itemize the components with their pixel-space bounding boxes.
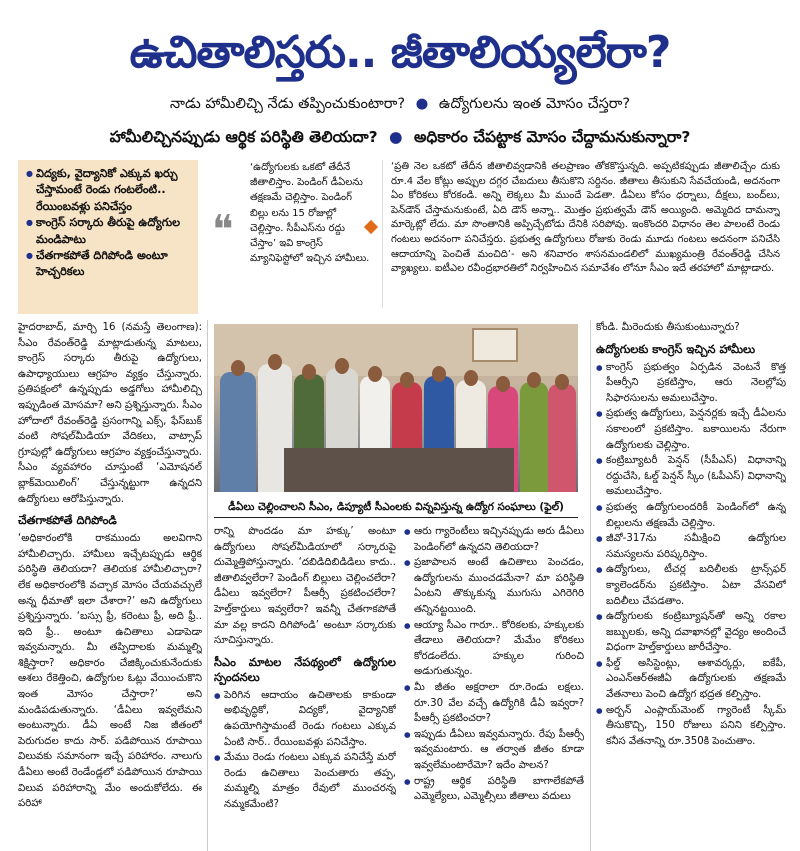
bullet-dot-icon: ● bbox=[389, 128, 403, 146]
list-item: ● ఉద్యోగులు, టీచర్ల బదిలీలకు ట్రాన్స్‌ఫర్ క్యాలెండర్‌ను ప్రకటిస్తాం. ఏటా వేసవిలో బదిలీలు చేపడతాం. bbox=[596, 562, 786, 609]
section-heading: సీఎం మాటల నేపథ్యంలో ఉద్యోగుల స్పందనలు bbox=[214, 654, 396, 684]
list-item: ● జీవో-317ను సమీక్షించి ఉద్యోగుల సమస్యలను పరిష్కరిస్తాం. bbox=[596, 531, 786, 562]
list-item: ● ఉద్యోగులకు కంట్రిబ్యూషన్‌తో అన్ని రకాల జబ్బులకు, అన్ని దవాఖానల్లో వైద్యం అందించే విధంగా హెల్త్‌కార్డులు జారీచేస్తాం. bbox=[596, 609, 786, 656]
list-item: ● ఆయ్యా సీఎం గారూ.. కోరికలకు, హక్కులకు తేడాలు తెలియదా? మేమేం కోరికలు కోరడంలేదు. హక్కుల గురించి అడుగుతున్నం. bbox=[404, 618, 584, 680]
highlight-item: ● కాంగ్రెస్ సర్కారు తీరుపై ఉద్యోగుల మండిపాటు bbox=[26, 215, 192, 248]
photo-head bbox=[555, 374, 569, 390]
list-item: ● కంట్రిబ్యూటరీ పెన్షన్ (సీపీఎస్) విధానాన్ని రద్దుచేసి, ఓల్డ్ పెన్షన్ స్కీం (ఓపీఎస్) విధానాన్ని అమలుచేస్తాం. bbox=[596, 453, 786, 500]
list-item: ● ఫీల్డ్ అసిస్టెంట్లు, ఆశావర్కర్లు, ఐకేపీ, ఎంఎన్ఆర్ఈజీఏ ఉద్యోగులకు తక్షణమే వేతనాలు పెంచి ఉద్యోగ భద్రత కల్పిస్తాం. bbox=[596, 656, 786, 703]
manifesto-quote bbox=[212, 160, 372, 310]
list-item: ● ప్రభుత్వ ఉద్యోగులందరికీ పెండింగ్‌లో ఉన్న బిల్లులను తక్షణమే చెల్లిస్తాం. bbox=[596, 500, 786, 531]
article-paragraph: ‘అధికారంలోకి రాకముందు అలవిగాని హామీలిచ్చారు. హామీలు ఇచ్చేటప్పుడు ఆర్థిక పరిస్థితి తెలియదా? తెలియక హామీలిచ్చారా? లేక అధికారంలోకి వచ్చాక మోసం చేయవచ్చులే అన్న ధీమాతో ఇలా చేశారా?’ అని ఉద్యోగులు ప్రశ్నిస్తున్నారు. ‘బస్సు ఫ్రీ, కరెంటు ఫ్రీ, అది ఫ్రీ.. ఇది ఫ్రీ.. అంటూ ఉచితాలు ఎడాపెడా ఇవ్వమన్నారు. మీ తప్పిదాలకు మమ్మల్ని శిక్షిస్తారా? అధికారం చేజిక్కించుకునేందుకు ఆశలు రేకెత్తించి, ఉద్యోగుల ఓట్లు వేయించుకొని ఇంత మోసం చేస్తారా?’ అని మండిపడుతున్నారు. ‘డీఏలు ఇవ్వలేమని అంటున్నారు. డీఏ అంటే నిజ జీతంలో పెరుగుదల కాదు సార్. పడిపోయిన రూపాయి విలువకు సమానంగా ఇచ్చే పరిహారం. నాలుగు డీఏలు అంటే రెండేండ్లలో పడిపోయిన రూపాయి విలువ పరిహారాన్ని మేం అందుకోలేదు. ఈ పరిహా bbox=[18, 533, 202, 810]
photo-frame bbox=[472, 328, 518, 362]
photo-head bbox=[231, 360, 245, 376]
highlight-item: ● విద్యకు, వైద్యానికో ఎక్కువ ఖర్చు చేస్తామంటే రెండు గంటలేంటి.. రేయింబవళ్లు పనిచేస్తం bbox=[26, 166, 192, 215]
section-heading: చేతగాకపోతే దిగిపోండి bbox=[18, 513, 117, 528]
article-paragraph: హైదరాబాద్, మార్చి 16 (నమస్తే తెలంగాణ): సీఎం రేవంత్‌రెడ్డి మాట్లాడుతున్న మాటలు, కాంగ్రెస్ సర్కారు తీరుపై ఉద్యోగులు, ఉపాధ్యాయులు ఆగ్రహం వ్యక్తం చేస్తున్నారు. ప్రతిపక్షంలో ఉన్నప్పుడు అడ్డగోలు హామీలిచ్చి ఇప్పుడింత మోసమా? అని ప్రశ్నిస్తున్నారు. సీఎం హోదాలో రేవంత్‌రెడ్డి ప్రసంగాన్ని ఎక్స్, ఫేస్‌బుక్ వంటి సోషల్‌మీడియా వేదికలు, వాట్సాప్ గ్రూపుల్లో ఉద్యోగులు ఆగ్రహం వ్యక్తంచేస్తున్నారు. సీఎం వ్యవహారం చూస్తుంటే ‘ఎమోషనల్ బ్లాక్‌మెయిలింగ్’ చేస్తున్నట్టుగా ఉన్నదని ఉద్యోగులు ఆరోపిస్తున్నారు. bbox=[18, 322, 202, 505]
column-divider bbox=[590, 320, 591, 851]
section-heading: ఉద్యోగులకు కాంగ్రెస్ ఇచ్చిన హామీలు bbox=[596, 341, 756, 356]
photo-head bbox=[432, 366, 446, 382]
article-column-1 bbox=[18, 320, 202, 851]
photo-head bbox=[335, 358, 349, 374]
article-paragraph: రాన్ని పొందడం మా హక్కు’ అంటూ ఉద్యోగులు సోషల్‌మీడియాలో సర్కారుపై దుమ్మెత్తిపోస్తున్నారు. ‘దబిడిదిబిడిడిలు కాదు.. జీతాలివ్వలేరా? పెండింగ్ బిల్లులు చెల్లించలేరా? డీఏలు ఇవ్వలేరా? పీఆర్సీ ప్రకటించలేరా? హెల్త్‌కార్డులు ఇవ్వలేరా? ఇవన్నీ చేతగాకపోతే మా వల్ల కాదని దిగిపోండి’ అంటూ సర్కారుకు సూచిస్తున్నారు. bbox=[214, 526, 396, 647]
photo-caption: డీఏలు చెల్లించాలని సీఎం, డిప్యూటీ సీఎంలకు విన్నవిస్తున్న ఉద్యోగ సంఘాలు (ఫైల్) bbox=[214, 496, 578, 518]
bullet-dot-icon: ● bbox=[415, 96, 429, 112]
column-divider bbox=[207, 320, 208, 851]
list-item: ● ప్రభుత్వ ఉద్యోగులు, పెన్షనర్లకు ఇచ్చే డీఏలను సకాలంలో ప్రకటిస్తాం. బకాయిలను నేరుగా ఉద్యోగులకు చెల్లిస్తాం. bbox=[596, 406, 786, 453]
subheadline-1-part-1: నాడు హామీలిచ్చి నేడు తప్పించుకుంటారా? bbox=[169, 96, 406, 112]
list-item: ● రాష్ట్ర ఆర్థిక పరిస్థితి బాగాలేకపోతే ఎమ్మెల్యేలు, ఎమ్మెల్సీలు జీతాలు వదులు bbox=[404, 774, 584, 805]
photo-head bbox=[464, 370, 478, 386]
list-item: ● ఆరు గ్యారెంటీలు ఇచ్చినప్పుడు అరు డీఏలు పెండింగ్‌లో ఉన్నదని తెలియదా? bbox=[404, 524, 584, 555]
list-item: ● ప్రజాపాలన అంటే ఉచితాలు పెంచడం, ఉద్యోగులను ముంచడమేనా? మా పరిస్థితి ఏంటని తొక్కుకున్న ముగుసు ఎగిరెగిరి తన్నినట్టయింది. bbox=[404, 555, 584, 617]
headline: ఉచితాలిస్తరు.. జీతాలియ్యలేరా? bbox=[129, 27, 671, 78]
photo-head bbox=[368, 366, 382, 382]
list-item: ● ఇప్పుడు డీఏలు ఇవ్వమన్నారు. రేపు పీఆర్సీ ఇవ్వమంటారు. ఆ తర్వాత జీతం కూడా ఇవ్వలేమంటారేమో? ఇదేం పాలన? bbox=[404, 727, 584, 774]
photo-head bbox=[496, 376, 510, 392]
article-paragraph: కోండి. మీరెందుకు తీసుకుంటున్నారు? bbox=[596, 322, 740, 333]
highlights-box bbox=[18, 160, 198, 314]
subheadline-2-part-2: అధికారం చేపట్టాక మోసం చేద్దామనుకున్నారా? bbox=[413, 128, 691, 146]
list-item: ● పెరిగిన ఆదాయం ఉచితాలకు కాకుండా అభివృద్ధికో, విద్యకో, వైద్యానికో ఉపయోగిస్తామంటే రెండు గంటలు ఎక్కువ ఏంటి సార్.. రేయింబవళ్లు పనిచేస్తాం. bbox=[214, 688, 396, 750]
article-column-2 bbox=[214, 524, 396, 851]
subheadline-2-part-1: హామీలిచ్చినప్పుడు ఆర్థిక పరిస్థితి తెలియదా? bbox=[109, 128, 378, 146]
list-item: ● మేము రెండు గంటలు ఎక్కువ పనిచేస్తే మరో రెండు ఉచితాలు పెంచుతారు తప్ప, మమ్మల్ని మాత్రం రేవులో ముంచరన్న నమ్మకమేంటి? bbox=[214, 750, 396, 812]
list-item: ● మీ జీతం అక్షరాలా రూ.రెండు లక్షలు. రూ.30 వేల వచ్చే ఉద్యోగికి డీఏ ఇవ్వరా? పీఆర్సీ ప్రకటించరా? bbox=[404, 680, 584, 727]
photo-person bbox=[520, 382, 548, 492]
list-item: ● అర్బన్ ఎంప్లాయ్‌మెంట్ గ్యారెంటీ స్కీమ్ తీసుకొచ్చి, 150 రోజులు పనిని కల్పిస్తాం. కనీస వేతనాన్ని రూ.350కి పెంచుతాం. bbox=[596, 703, 786, 750]
highlight-item: ● చేతగాకపోతే దిగిపోండి అంటూ హెచ్చరికలు bbox=[26, 248, 192, 281]
subheadline-1 bbox=[60, 96, 740, 120]
subheadline-2 bbox=[20, 128, 780, 154]
photo-head bbox=[268, 354, 282, 370]
manifesto-quote-text: ‘ఉద్యోగులకు ఒకటో తేదీనే జీతాలిస్తాం. పెండింగ్ డీఏలను తక్షణమే చెల్లిస్తాం. పెండింగ్ బిల్లు లను 15 రోజుల్లో చెల్లిస్తాం. సీపీఎస్‌ను రద్దు చేస్తాం’ ఇవి కాంగ్రెస్ మ్యానిఫెస్టోలో ఇచ్చిన హామీలు. bbox=[250, 162, 370, 265]
photo-table bbox=[284, 448, 514, 492]
photo-person bbox=[220, 372, 256, 492]
list-item: ● కాంగ్రెస్ ప్రభుత్వం ఏర్పడిన వెంటనే కొత్త పీఆర్సీని ప్రకటిస్తాం, ఆరు నెలల్లోపు సిఫారసులను అమలుచేస్తాం. bbox=[596, 360, 786, 407]
photo-head bbox=[400, 372, 414, 388]
article-column-4 bbox=[596, 320, 786, 851]
quote-mark-icon: ❝ bbox=[212, 207, 234, 253]
photo-person bbox=[548, 384, 576, 492]
cm-remarks-quote: ‘ప్రతి నెల ఒకటో తేదీన జీతాలివ్వడానికి తలప్రాణం తోకకొస్తున్నది. అప్పటికప్పుడు జీతాలిచ్చేం దుకు రూ.4 వేల కోట్లు అప్పుల దగ్గర చేబదులు తీసుకొని సర్దినం. జీతాలు తీసుకుని సేవచేయండి, అదనంగా ఏం కోరికలు కోరకండి. అన్ని లెక్కలు మీ ముందే పెడతా. డీఏలు కోసం ధర్నాలు, దీక్షలు, బంద్‌లు, పెన్‌డౌన్ చేస్తామనుకుంటే, ఏది డౌన్ అన్నా.. మొత్తం ప్రభుత్వమే డౌన్ అయ్యింది. అమ్మెదిద దామన్నా మార్కెట్లో లేదు. మా సొంతానికి అప్పిచ్చేటోడు దేనికి సరిపోవు. ఇంకొందరి విధానం తెల పాలంటే రెండు గంటలు అదనంగా పనిచేస్తరు. ప్రభుత్వ ఉద్యోగులు రోజుకు రెండు మూడు గంటలు అదనంగా పనిచేసి ఆదాయాన్ని పెంచితే మంచిది’- అని శనివారం శాసనమండలిలో ముఖ్యమంత్రి రేవంత్‌రెడ్డి చేసిన వ్యాఖ్యలు. ఐటీఎల రవీంద్రభారతిలో నిర్వహించిన సమావేశం లోనూ సీఎం ఇదే తరహాలో మాట్లాడారు. bbox=[382, 160, 780, 308]
photo-head bbox=[527, 372, 541, 388]
subheadline-1-part-2: ఉద్యోగులను ఇంత మోసం చేస్తరా? bbox=[438, 96, 631, 112]
article-column-3 bbox=[404, 524, 584, 851]
photo-head bbox=[302, 364, 316, 380]
news-photo bbox=[214, 324, 578, 492]
